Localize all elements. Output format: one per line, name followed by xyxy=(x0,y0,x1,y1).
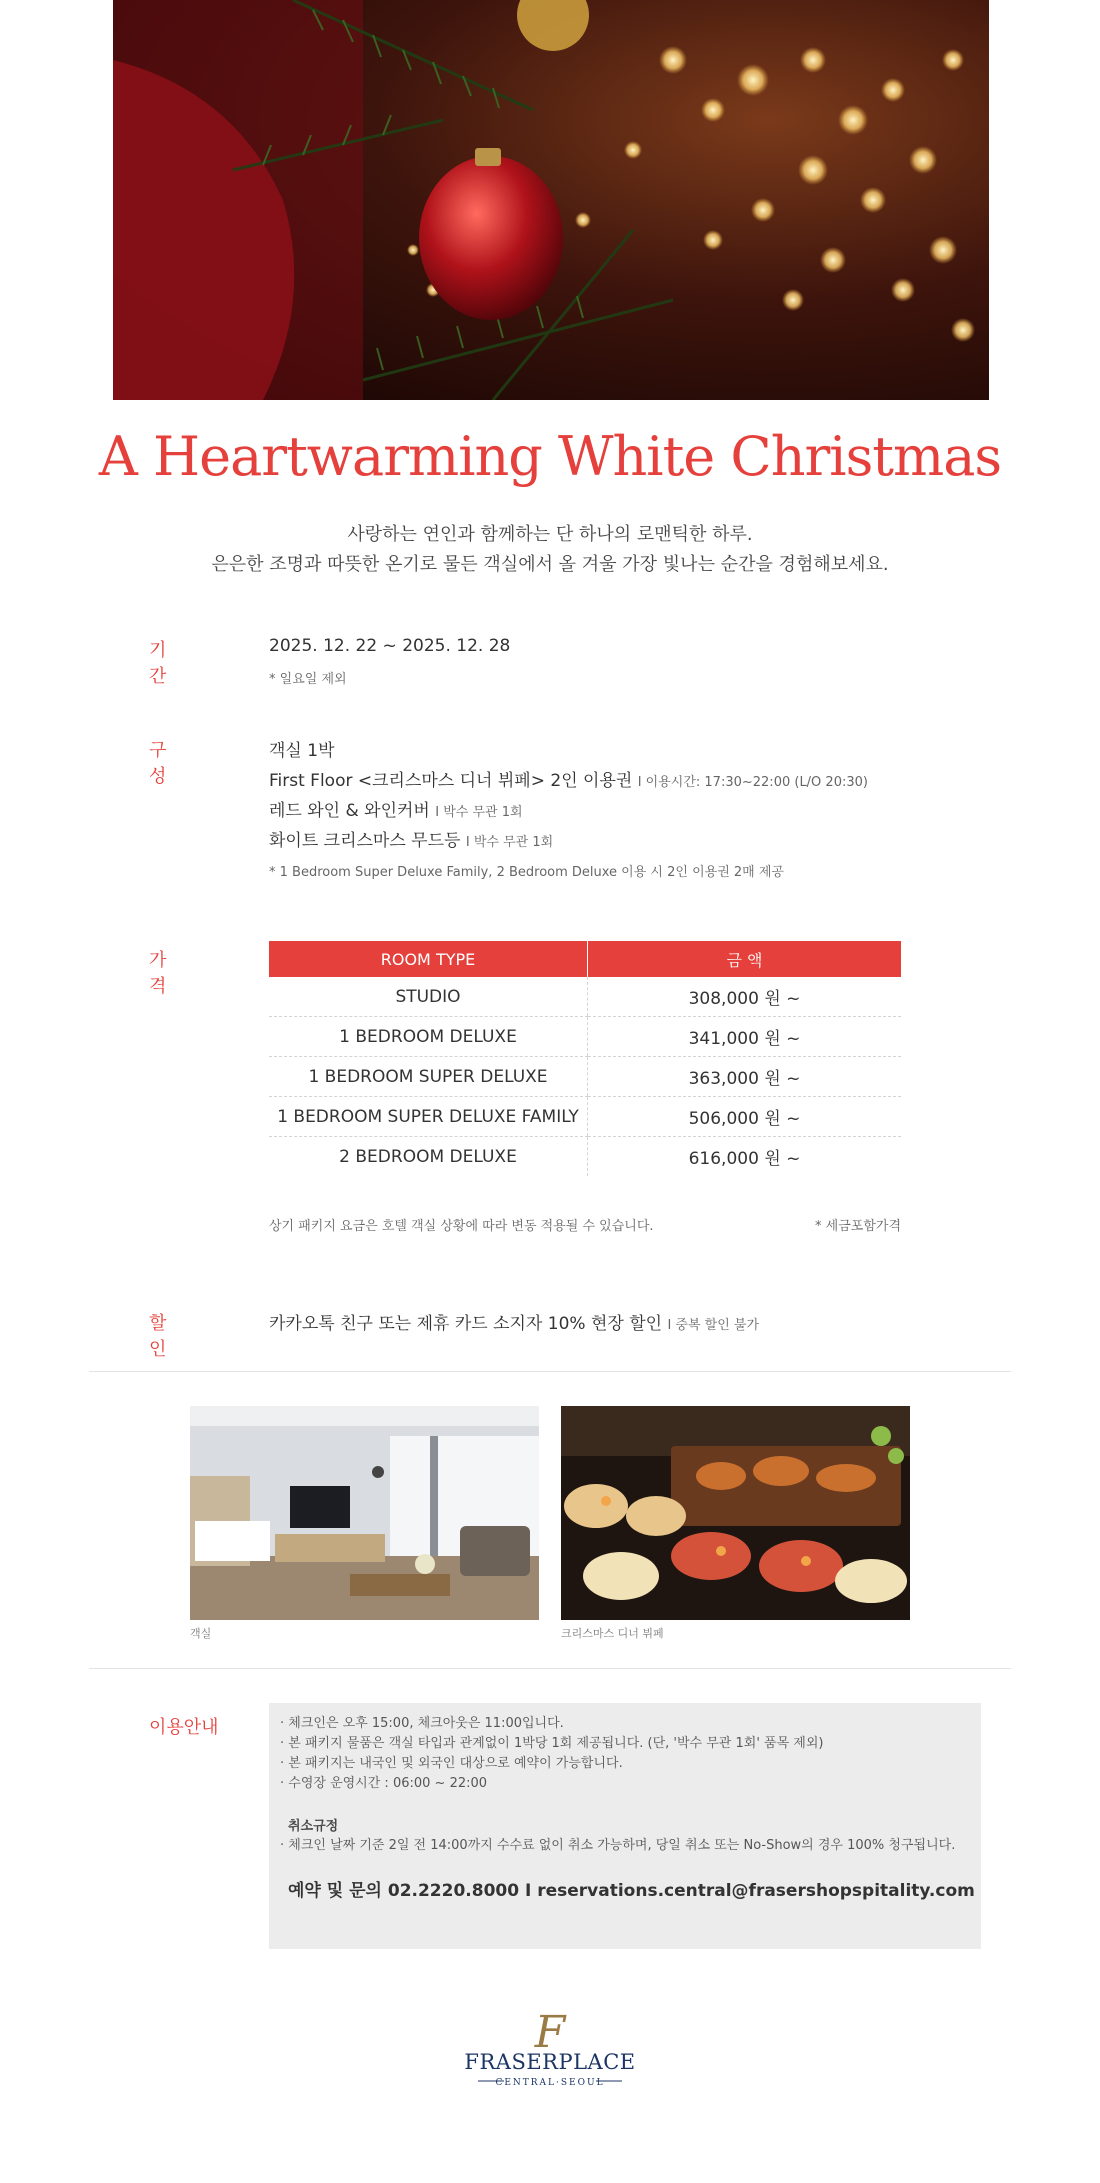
room-type-cell: STUDIO xyxy=(269,977,588,1017)
period-label: 기 간 xyxy=(149,640,193,687)
table-row xyxy=(269,1057,901,1097)
info-list xyxy=(280,1714,823,1794)
intro-text xyxy=(0,520,1100,580)
info-item: · 본 패키지는 내국인 및 외국인 대상으로 예약이 가능합니다. xyxy=(280,1756,623,1771)
price-table xyxy=(269,941,901,1176)
amount-cell: 616,000 원 ~ xyxy=(588,1137,902,1177)
logo-brand: FRASERPLACE xyxy=(464,2050,636,2074)
composition-item-main: First Floor <크리스마스 디너 뷔페> 2인 이용권 xyxy=(269,771,633,791)
discount-text xyxy=(269,1309,759,1334)
table-row xyxy=(269,977,901,1017)
logo-sub: CENTRAL·SEOUL xyxy=(495,2078,605,2088)
info-item: · 체크인은 오후 15:00, 체크아웃은 11:00입니다. xyxy=(280,1716,564,1731)
page-title: A Heartwarming White Christmas xyxy=(98,425,1002,488)
divider xyxy=(89,1668,1011,1669)
tax-note: * 세금포함가격 xyxy=(815,1219,901,1234)
intro-line-1: 사랑하는 연인과 함께하는 단 하나의 로맨틱한 하루. xyxy=(347,524,753,545)
contact-info: 예약 및 문의 02.2220.8000 I reservations.central@frasershopspitality.com xyxy=(288,1881,975,1901)
price-table-header xyxy=(269,941,901,977)
period-dates: 2025. 12. 22 ~ 2025. 12. 28 xyxy=(269,636,511,656)
info-label: 이용안내 xyxy=(149,1717,219,1738)
room-photo xyxy=(190,1406,539,1620)
table-row xyxy=(269,1097,901,1137)
room-type-cell: 1 BEDROOM DELUXE xyxy=(269,1017,588,1057)
room-type-cell: 1 BEDROOM SUPER DELUXE xyxy=(269,1057,588,1097)
amount-cell: 341,000 원 ~ xyxy=(588,1017,902,1057)
discount-sub: I 중복 할인 불가 xyxy=(667,1318,760,1333)
composition-item xyxy=(269,796,523,821)
amount-cell: 308,000 원 ~ xyxy=(588,977,902,1017)
room-photo-caption: 객실 xyxy=(190,1627,212,1640)
price-note: 상기 패키지 요금은 호텔 객실 상황에 따라 변동 적용될 수 있습니다. xyxy=(269,1219,654,1234)
composition-note: * 1 Bedroom Super Deluxe Family, 2 Bedroom Deluxe 이용 시 2인 이용권 2매 제공 xyxy=(269,865,784,880)
discount-label: 할 인 xyxy=(149,1313,193,1360)
logo-monogram: F xyxy=(534,2007,566,2058)
cancel-policy-title: 취소규정 xyxy=(288,1819,339,1834)
hero-christmas-image xyxy=(113,0,989,400)
table-row xyxy=(269,1017,901,1057)
room-type-cell: 2 BEDROOM DELUXE xyxy=(339,1146,517,1167)
composition-item xyxy=(269,826,553,851)
room-type-header: ROOM TYPE xyxy=(269,941,588,977)
composition-item-sub: I 박수 무관 1회 xyxy=(465,835,554,850)
info-item: · 본 패키지 물품은 객실 타입과 관계없이 1박당 1회 제공됩니다. (단, '박수 무관 1회' 품목 제외) xyxy=(280,1736,824,1751)
composition-label: 구 성 xyxy=(149,740,193,787)
composition-item xyxy=(269,766,868,791)
price-label: 가 격 xyxy=(149,950,193,997)
discount-main: 카카오톡 친구 또는 제휴 카드 소지자 10% 현장 할인 xyxy=(269,1314,663,1334)
buffet-photo-caption: 크리스마스 디너 뷔페 xyxy=(561,1627,664,1640)
buffet-photo xyxy=(561,1406,910,1620)
amount-cell: 506,000 원 ~ xyxy=(588,1097,902,1137)
fraser-place-logo xyxy=(460,2005,640,2095)
amount-header: 금 액 xyxy=(588,941,902,977)
table-row xyxy=(269,1137,901,1177)
period-note: * 일요일 제외 xyxy=(269,672,347,687)
room-type-cell: 1 BEDROOM SUPER DELUXE FAMILY xyxy=(269,1097,588,1137)
composition-item-main: 화이트 크리스마스 무드등 xyxy=(269,831,461,851)
composition-item-sub: I 박수 무관 1회 xyxy=(435,805,523,820)
cancel-policy-text: · 체크인 날짜 기준 2일 전 14:00까지 수수료 없이 취소 가능하며, 당일 취소 또는 No-Show의 경우 100% 청구됩니다. xyxy=(280,1838,956,1853)
composition-item-main: 레드 와인 & 와인커버 xyxy=(269,801,430,821)
divider xyxy=(89,1371,1011,1372)
intro-line-2: 은은한 조명과 따뜻한 온기로 물든 객실에서 올 겨울 가장 빛나는 순간을 경험해보세요. xyxy=(211,554,889,575)
composition-item-main: 객실 1박 xyxy=(269,741,335,761)
composition-item xyxy=(269,736,335,761)
amount-cell: 363,000 원 ~ xyxy=(588,1057,902,1097)
composition-item-sub: I 이용시간: 17:30~22:00 (L/O 20:30) xyxy=(637,775,868,790)
info-item: · 수영장 운영시간 : 06:00 ~ 22:00 xyxy=(280,1776,488,1791)
